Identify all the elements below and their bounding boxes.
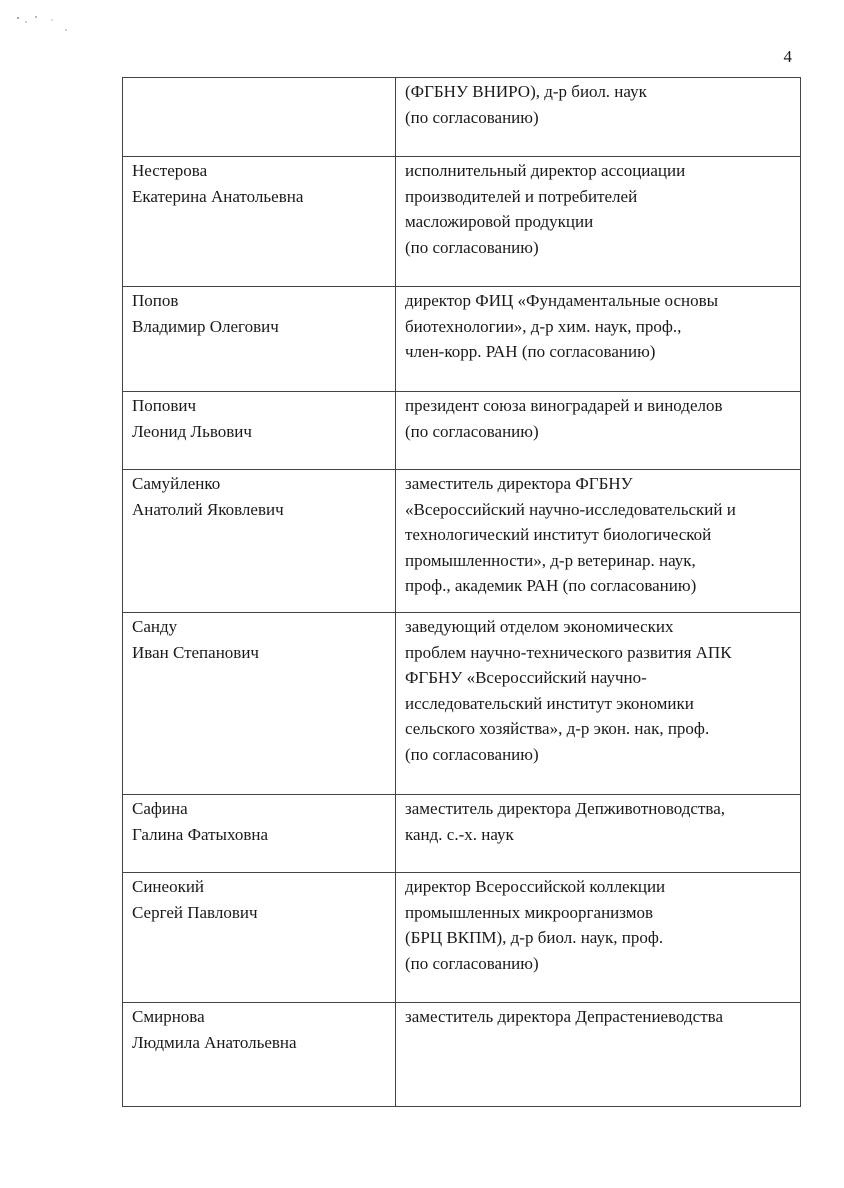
position-cell <box>396 470 801 613</box>
name-cell <box>123 470 396 613</box>
name-cell <box>123 392 396 470</box>
surname: Сафина <box>132 799 188 818</box>
given-names: Анатолий Яковлевич <box>132 499 284 519</box>
given-names: Иван Степанович <box>132 642 259 662</box>
position-line: технологический институт биологической <box>405 525 712 544</box>
name-cell <box>123 795 396 873</box>
surname: Нестерова <box>132 161 208 180</box>
position-line: масложировой продукции <box>405 212 594 231</box>
surname: Смирнова <box>132 1007 205 1026</box>
scan-specks <box>14 12 74 42</box>
table-row <box>123 613 801 795</box>
page-number: 4 <box>783 47 792 66</box>
table-row <box>123 470 801 613</box>
name-cell <box>123 157 396 287</box>
position-line: канд. с.-х. наук <box>405 824 514 844</box>
position-cell <box>396 392 801 470</box>
position-line: исследовательский институт экономики <box>405 693 694 713</box>
position-cell <box>396 78 801 157</box>
position-line: биотехнологии», д-р хим. наук, проф., <box>405 316 682 336</box>
position-line: (по согласованию) <box>405 421 539 441</box>
position-line: «Всероссийский научно-исследовательский и <box>405 499 736 519</box>
position-line: проф., академик РАН (по согласованию) <box>405 576 697 595</box>
position-line: (ФГБНУ ВНИРО), д-р биол. наук <box>405 82 647 101</box>
position-line: (по согласованию) <box>405 237 539 257</box>
table-row <box>123 795 801 873</box>
position-line: сельского хозяйства», д-р экон. нак, проф. <box>405 719 710 738</box>
surname: Попов <box>132 291 179 310</box>
position-line: ФГБНУ «Всероссийский научно- <box>405 668 647 687</box>
position-line: (по согласованию) <box>405 107 539 127</box>
position-line: заместитель директора ФГБНУ <box>405 474 633 493</box>
position-line: (БРЦ ВКПМ), д-р биол. наук, проф. <box>405 928 664 947</box>
position-cell <box>396 1003 801 1107</box>
surname: Попович <box>132 396 197 415</box>
position-line: (по согласованию) <box>405 953 539 973</box>
position-line: исполнительный директор ассоциации <box>405 161 686 180</box>
surname: Синеокий <box>132 877 205 896</box>
name-cell <box>123 287 396 392</box>
position-line: член-корр. РАН (по согласованию) <box>405 342 656 361</box>
table-row <box>123 287 801 392</box>
position-line: директор Всероссийской коллекции <box>405 877 666 896</box>
surname: Санду <box>132 617 178 636</box>
position-line: (по согласованию) <box>405 744 539 764</box>
position-line: производителей и потребителей <box>405 186 638 206</box>
position-cell <box>396 873 801 1003</box>
name-cell <box>123 873 396 1003</box>
members-table <box>122 77 801 1107</box>
position-cell <box>396 795 801 873</box>
position-line: заместитель директора Депживотноводства, <box>405 799 725 818</box>
given-names: Людмила Анатольевна <box>132 1032 297 1052</box>
position-line: промышленных микроорганизмов <box>405 902 654 922</box>
position-line: заведующий отделом экономических <box>405 617 674 636</box>
position-cell <box>396 157 801 287</box>
surname: Самуйленко <box>132 474 221 493</box>
given-names: Сергей Павлович <box>132 902 258 922</box>
position-line: промышленности», д-р ветеринар. наук, <box>405 550 696 570</box>
position-line: директор ФИЦ «Фундаментальные основы <box>405 291 719 310</box>
table-row <box>123 157 801 287</box>
table-row <box>123 78 801 157</box>
position-cell <box>396 287 801 392</box>
position-line: проблем научно-технического развития АПК <box>405 642 732 662</box>
name-cell <box>123 1003 396 1107</box>
position-cell <box>396 613 801 795</box>
given-names: Владимир Олегович <box>132 316 279 336</box>
table-row <box>123 1003 801 1107</box>
given-names: Екатерина Анатольевна <box>132 186 304 206</box>
given-names: Галина Фатыховна <box>132 824 268 844</box>
position-line: заместитель директора Депрастениеводства <box>405 1007 723 1026</box>
name-cell <box>123 78 396 157</box>
table-row <box>123 392 801 470</box>
table-row <box>123 873 801 1003</box>
name-cell <box>123 613 396 795</box>
given-names: Леонид Львович <box>132 421 252 441</box>
position-line: президент союза виноградарей и виноделов <box>405 396 723 415</box>
